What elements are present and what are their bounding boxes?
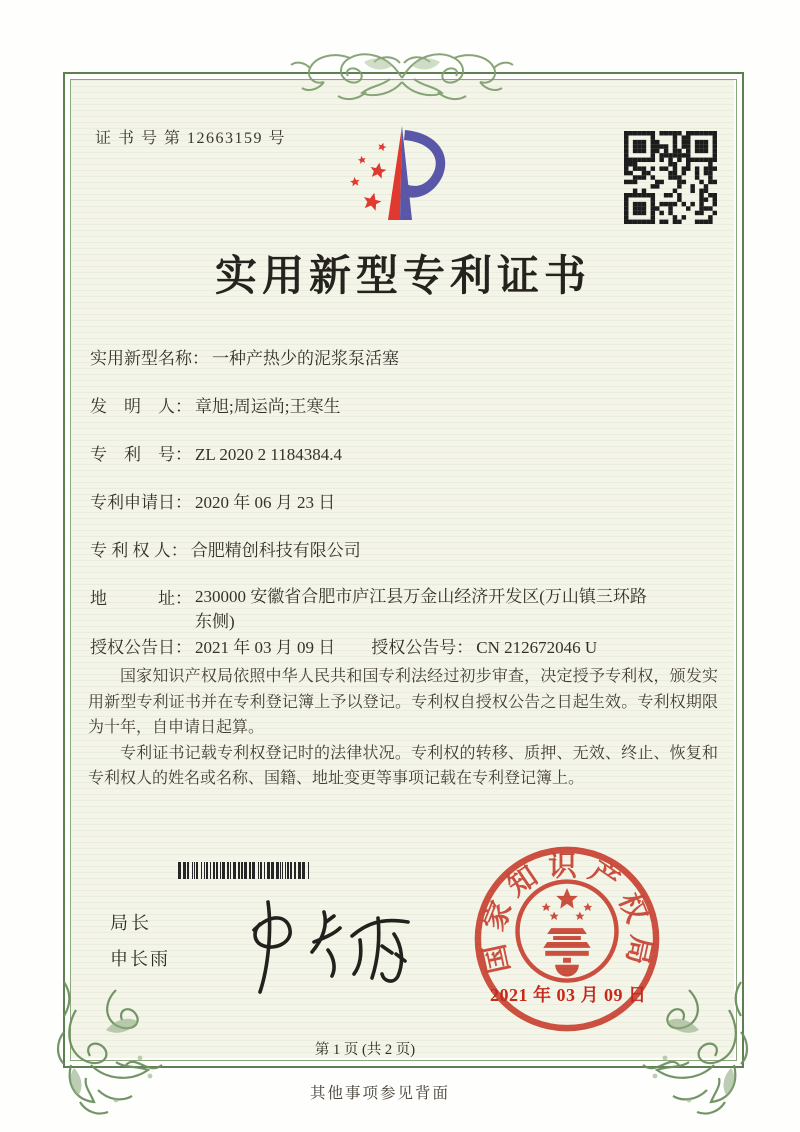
field-row-grant (90, 633, 597, 658)
top-flourish-ornament (278, 48, 526, 104)
field-row-patentee (90, 536, 361, 561)
svg-text:国家知识产权局 (477, 851, 658, 976)
field-label: 发 明 人： (90, 397, 192, 416)
back-note: 其他事项参见背面 (309, 1085, 450, 1102)
field-value: ZL 2020 2 1184384.4 (195, 445, 343, 464)
field-label: 地 址： (90, 589, 192, 608)
field-row-inventors (90, 392, 340, 417)
field-row-patent-number (90, 440, 342, 465)
field-label: 专 利 权 人： (90, 541, 188, 560)
official-seal-icon (468, 840, 666, 1038)
seal-agency-text: 国家知识产权局 (476, 850, 658, 977)
seal-date: 2021 年 03 月 09 日 (490, 985, 647, 1005)
legal-paragraph: 国家知识产权局依照中华人民共和国专利法经过初步审查，决定授予专利权，颁发实用新型专利证书并在专利登记簿上予以登记。专利权自授权公告之日起生效。专利权期限为十年，自申请日起算。 (88, 668, 718, 736)
field-label: 实用新型名称： (90, 349, 209, 368)
officer-name: 申长雨 (110, 949, 170, 969)
field-value: 合肥精创科技有限公司 (190, 541, 361, 560)
field-value: 章旭;周运尚;王寒生 (195, 397, 341, 416)
page-number: 第 1 页 (共 2 页) (314, 1042, 416, 1058)
barcode-icon (178, 862, 310, 879)
field-value: 2020 年 06 月 23 日 (195, 493, 336, 512)
field-label: 授权公告日： (90, 638, 192, 657)
field-label: 专利申请日： (90, 493, 192, 512)
cnipa-logo-icon (336, 110, 464, 238)
field-row-address (90, 584, 653, 634)
legal-paragraph: 专利证书记载专利权登记时的法律状况。专利权的转移、质押、无效、终止、恢复和专利权人的姓名或名称、国籍、地址变更等事项记载在专利登记簿上。 (88, 744, 718, 787)
field-value: CN 212672046 U (476, 638, 598, 657)
signature-icon (226, 890, 418, 1000)
field-value: 230000 安徽省合肥市庐江县万金山经济开发区(万山镇三环路东侧) (195, 587, 647, 631)
officer-title: 局长 (110, 913, 152, 933)
certificate-number: 证 书 号 第 12663159 号 (95, 130, 287, 147)
field-label: 授权公告号： (371, 638, 474, 657)
field-row-name (90, 344, 399, 369)
field-value: 2021 年 03 月 09 日 (195, 638, 336, 657)
certificate-title: 实用新型专利证书 (214, 254, 591, 300)
field-row-filing-date (90, 488, 335, 513)
field-value: 一种产热少的泥浆泵活塞 (212, 349, 399, 368)
field-label: 专 利 号： (90, 445, 192, 464)
qr-code-icon (624, 131, 717, 224)
legal-text (88, 664, 718, 792)
